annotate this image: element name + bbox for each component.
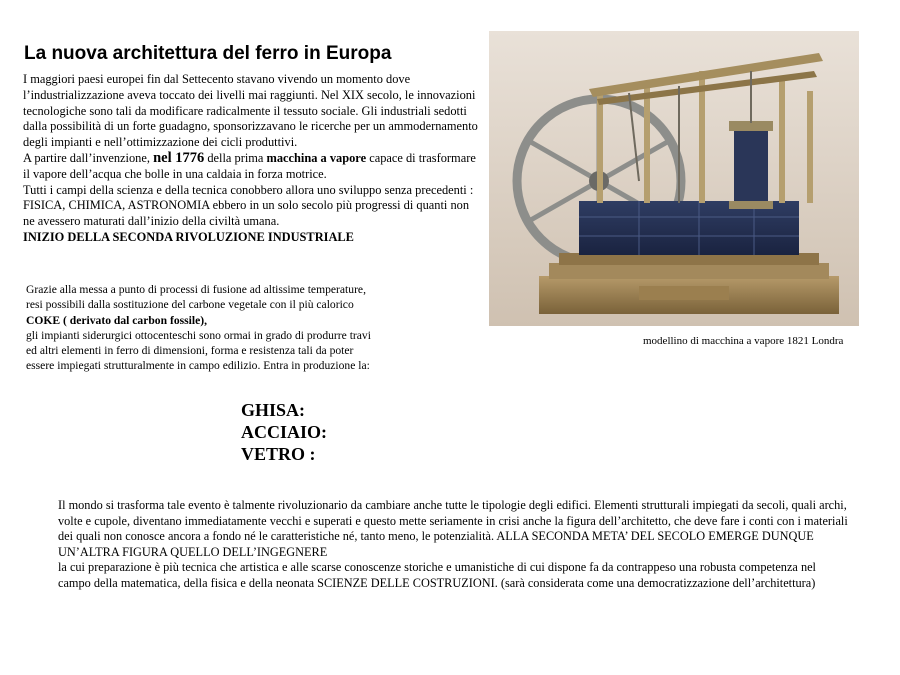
steam-engine-illustration <box>489 31 859 326</box>
fusion-intro-text: Grazie alla messa a punto di processi di fusione ad altissime temperature, resi possibili dalla sostituzione del carbone vegetale con il più calorico <box>26 283 366 312</box>
materials-list <box>241 399 327 465</box>
material-ghisa: GHISA: <box>241 400 306 420</box>
intro-steam-text-2: della prima <box>204 150 267 165</box>
engineer-paragraph: Il mondo si trasforma tale evento è talmente rivoluzionario da cambiare anche tutte le tipologie degli edifici. Elementi strutturali impiegati da secoli, quali archi, volte e cupole, diventano immediatamente vecchi e superati e questo mette seriamente in crisi anche la figura dell’architetto, che deve fare i conti con i materiali dei quali non conosce ancora a fondo né le caratteristiche né, tanto meno, le potenzialità. ALLA SECONDA META’ DEL SECOLO EMERGE DUNQUE UN’ALTRA FIGURA QUELLO DELL’INGEGNERE <box>58 498 848 559</box>
steam-machine-term: macchina a vapore <box>266 150 367 165</box>
engineer-text <box>58 498 848 591</box>
fusion-text <box>26 282 376 374</box>
material-vetro: VETRO : <box>241 444 316 464</box>
intro-text <box>23 72 481 246</box>
intro-steam-paragraph <box>23 151 481 183</box>
image-caption: modellino di macchina a vapore 1821 Londra <box>643 335 844 347</box>
year-1776: nel 1776 <box>153 149 205 166</box>
material-acciaio: ACCIAIO: <box>241 422 328 442</box>
page-title: La nuova architettura del ferro in Europa <box>24 43 392 64</box>
fusion-paragraph <box>26 282 376 328</box>
second-revolution-heading <box>23 230 481 246</box>
coke-term: COKE ( derivato dal carbon fossile), <box>26 313 207 327</box>
intro-steam-text-3: capace di trasformare il vapore dell’acqua che bolle in una caldaia in forza motrice. <box>23 150 476 181</box>
engineer-paragraph-2: la cui preparazione è più tecnica che artistica e alle scarse conoscenze storiche e umanistiche di cui dispone fa da contrappeso una robusta competenza nel campo della matematica, della fisica e della neonata SCIENZE DELLE COSTRUZIONI. (sarà considerata come una democratizzazione dell’architettura) <box>58 560 816 590</box>
fusion-paragraph-2: gli impianti siderurgici ottocenteschi sono ormai in grado di produrre travi ed altri elementi in ferro di dimensioni, forma e resistenza tali da poter essere impiegati strutturalmente in campo edilizio. Entra in produzione la: <box>26 328 371 373</box>
second-revolution-text: INIZIO DELLA SECONDA RIVOLUZIONE INDUSTRIALE <box>23 229 354 244</box>
intro-steam-text: A partire dall’invenzione, <box>23 150 154 165</box>
science-paragraph: Tutti i campi della scienza e della tecnica conobbero allora uno sviluppo senza precedenti : FISICA, CHIMICA, ASTRONOMIA ebbero in un solo secolo più progressi di quanti non ne avessero maturati dall’inizio della civiltà umana. <box>23 182 474 229</box>
steam-engine-photo <box>489 31 859 326</box>
intro-paragraph: I maggiori paesi europei fin dal Settecento stavano vivendo un momento dove l’industrializzazione aveva toccato dei livelli mai raggiunti. Nel XIX secolo, le innovazioni tecnologiche sono tali da modificare radicalmente il tessuto sociale. Gli industriali sedotti dalla possibilità di un forte guadagno, sponsorizzavano le ricerche per un ammodernamento degli impianti e nell’ottimizzazione dei cicli produttivi. <box>23 72 478 150</box>
